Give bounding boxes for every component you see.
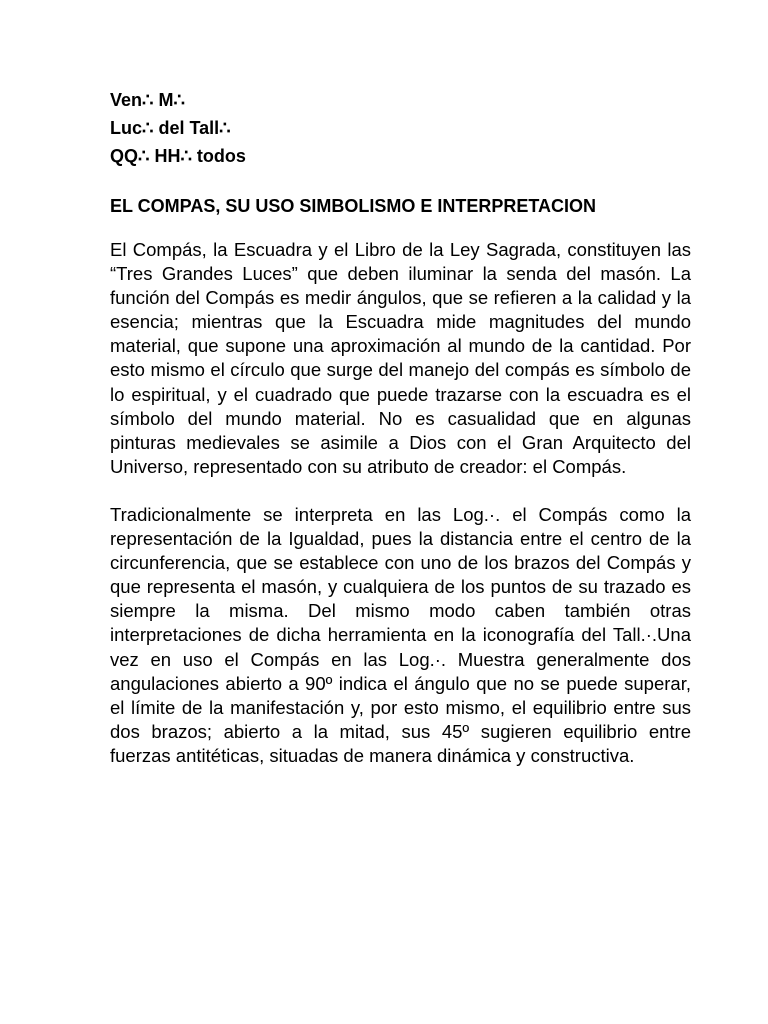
document-title: EL COMPAS, SU USO SIMBOLISMO E INTERPRETACION: [110, 196, 597, 216]
salutation-line-hermanos: QQ∴ HH∴ todos: [110, 146, 246, 166]
paragraph-igualdad: Tradicionalmente se interpreta en las Log.·. el Compás como la representación de la Igualdad, pues la distancia entre el centro de la circunferencia, que se establece con uno de los brazos del Compás y que representa el masón, y cualquiera de los puntos de su trazado es siempre la misma. Del mismo modo caben también otras interpretaciones de dicha herramienta en la iconografía del Tall.·.Una vez en uso el Compás en las Log.·. Muestra generalmente dos angulaciones abierto a 90º indica el ángulo que no se puede superar, el límite de la manifestación y, por esto mismo, el equilibrio entre sus dos brazos; abierto a la mitad, sus 45º sugieren equilibrio entre fuerzas antitéticas, situadas de manera dinámica y constructiva.: [110, 503, 691, 766]
salutation-line-venerable: Ven∴ M∴: [110, 90, 185, 110]
document-page: [110, 86, 691, 768]
salutation-line-lucis: Luc∴ del Tall∴: [110, 118, 231, 138]
salutation-block: [110, 86, 691, 170]
paragraph-tres-grandes-luces: El Compás, la Escuadra y el Libro de la Ley Sagrada, constituyen las “Tres Grandes Luces” que deben iluminar la senda del masón. La función del Compás es medir ángulos, que se refieren a la calidad y la esencia; mientras que la Escuadra mide magnitudes del mundo material, que supone una aproximación al mundo de la cantidad. Por esto mismo el círculo que surge del manejo del compás es símbolo de lo espiritual, y el cuadrado que puede trazarse con la escuadra es el símbolo del mundo material. No es casualidad que en algunas pinturas medievales se asimile a Dios con el Gran Arquitecto del Universo, representado con su atributo de creador: el Compás.: [110, 239, 691, 477]
